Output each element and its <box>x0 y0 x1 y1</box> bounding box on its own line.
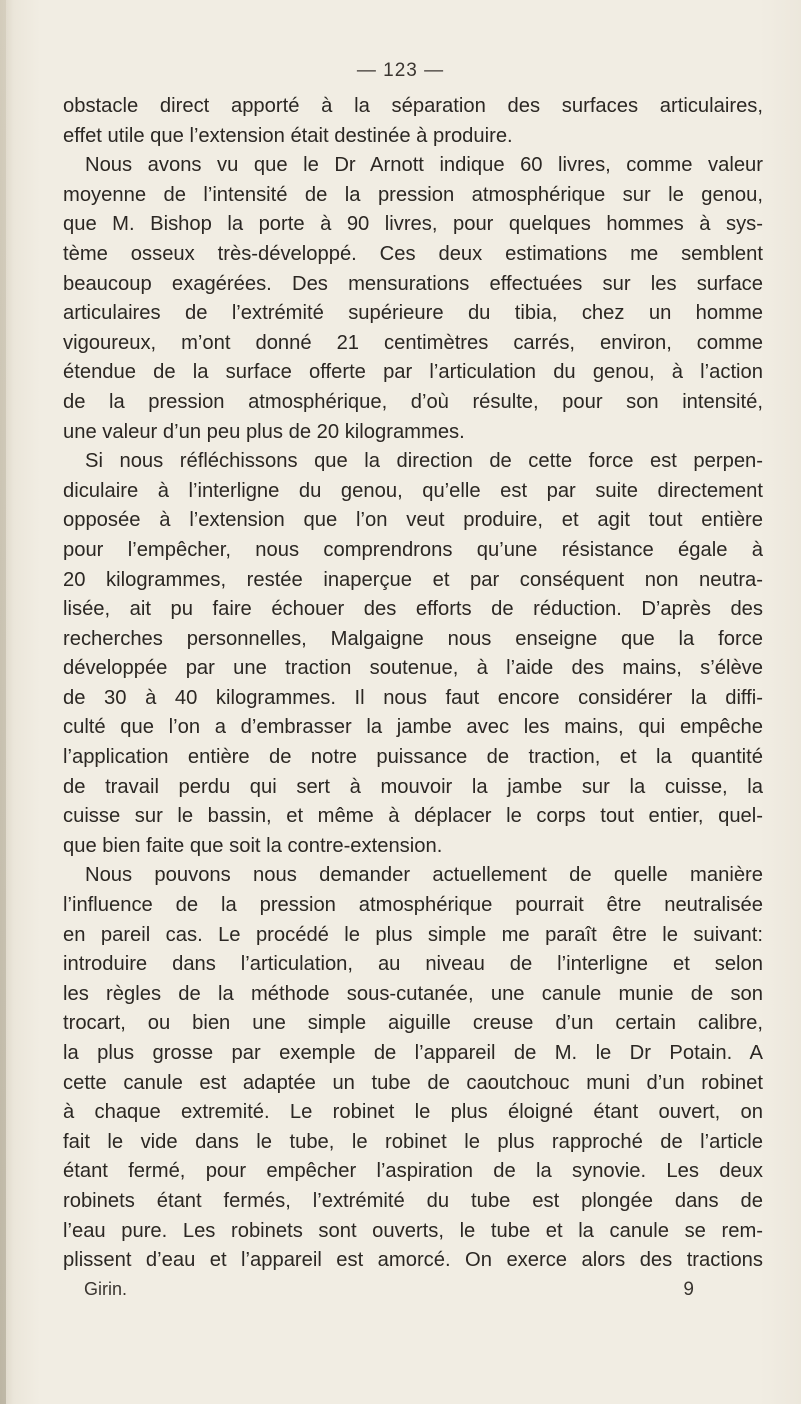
text-line: l’influence de la pression atmosphérique pourrait être neutralisée <box>63 894 763 917</box>
text-line: vigoureux, m’ont donné 21 centimètres carrés, environ, comme <box>63 331 763 354</box>
text-line: Nous pouvons nous demander actuellement de quelle manière <box>85 864 763 887</box>
text-line: de travail perdu qui sert à mouvoir la jambe sur la cuisse, la <box>63 775 763 798</box>
text-line: fait le vide dans le tube, le robinet le plus rapproché de l’article <box>63 1130 763 1153</box>
text-line: l’eau pure. Les robinets sont ouverts, le tube et la canule se rem- <box>63 1219 763 1242</box>
text-line: de 30 à 40 kilogrammes. Il nous faut encore considérer la diffi- <box>63 686 763 709</box>
body-text <box>63 92 763 1276</box>
text-line: culté que l’on a d’embrasser la jambe avec les mains, qui empêche <box>63 716 763 739</box>
text-line: beaucoup exagérées. Des mensurations effectuées sur les surface <box>63 272 763 295</box>
text-line: Si nous réfléchissons que la direction de cette force est perpen- <box>85 450 763 473</box>
text-line: en pareil cas. Le procédé le plus simple me paraît être le suivant: <box>63 923 763 946</box>
text-line: étendue de la surface offerte par l’articulation du genou, à l’action <box>63 361 763 384</box>
text-line: cette canule est adaptée un tube de caoutchouc muni d’un robinet <box>63 1071 763 1094</box>
text-line: une valeur d’un peu plus de 20 kilogrammes. <box>63 420 465 443</box>
text-line: plissent d’eau et l’appareil est amorcé. On exerce alors des tractions <box>63 1249 763 1272</box>
text-line: Nous avons vu que le Dr Arnott indique 60 livres, comme valeur <box>85 154 763 177</box>
text-line: développée par une traction soutenue, à l’aide des mains, s’élève <box>63 657 763 680</box>
text-line: que M. Bishop la porte à 90 livres, pour quelques hommes à sys- <box>63 213 763 236</box>
text-line: opposée à l’extension que l’on veut produire, et agit tout entière <box>63 509 763 532</box>
text-line: effet utile que l’extension était destinée à produire. <box>63 124 513 147</box>
text-line: 20 kilogrammes, restée inaperçue et par conséquent non neutra- <box>63 568 763 591</box>
text-line: de la pression atmosphérique, d’où résulte, pour son intensité, <box>63 390 763 413</box>
text-line: cuisse sur le bassin, et même à déplacer le corps tout entier, quel- <box>63 805 763 828</box>
text-line: les règles de la méthode sous-cutanée, une canule munie de son <box>63 982 763 1005</box>
text-line: obstacle direct apporté à la séparation des surfaces articulaires, <box>63 95 763 117</box>
signature-mark: Girin. <box>84 1279 128 1299</box>
text-line: moyenne de l’intensité de la pression atmosphérique sur le genou, <box>63 183 763 206</box>
text-line: pour l’empêcher, nous comprendrons qu’une résistance égale à <box>63 538 763 561</box>
text-line: trocart, ou bien une simple aiguille creuse d’un certain calibre, <box>63 1012 763 1035</box>
text-line: l’application entière de notre puissance de traction, et la quantité <box>63 746 763 769</box>
page-gutter-edge <box>0 0 6 1404</box>
text-line: étant fermé, pour empêcher l’aspiration de la synovie. Les deux <box>63 1160 763 1183</box>
sheet-number: 9 <box>683 1279 694 1300</box>
text-line: recherches personnelles, Malgaigne nous enseigne que la force <box>63 627 763 650</box>
text-line: tème osseux très-développé. Ces deux estimations me semblent <box>63 242 763 265</box>
text-line: diculaire à l’interligne du genou, qu’elle est par suite directement <box>63 479 763 502</box>
text-line: articulaires de l’extrémité supérieure du tibia, chez un homme <box>63 302 763 325</box>
text-line: à chaque extremité. Le robinet le plus éloigné étant ouvert, on <box>63 1101 763 1124</box>
text-line: robinets étant fermés, l’extrémité du tube est plongée dans de <box>63 1189 763 1212</box>
text-line: introduire dans l’articulation, au niveau de l’interligne et selon <box>63 953 763 976</box>
text-line: lisée, ait pu faire échouer des efforts de réduction. D’après des <box>63 598 763 621</box>
page-number: — 123 — <box>356 60 445 81</box>
text-line: que bien faite que soit la contre-extension. <box>63 834 443 857</box>
text-line: la plus grosse par exemple de l’appareil de M. le Dr Potain. A <box>63 1042 763 1064</box>
